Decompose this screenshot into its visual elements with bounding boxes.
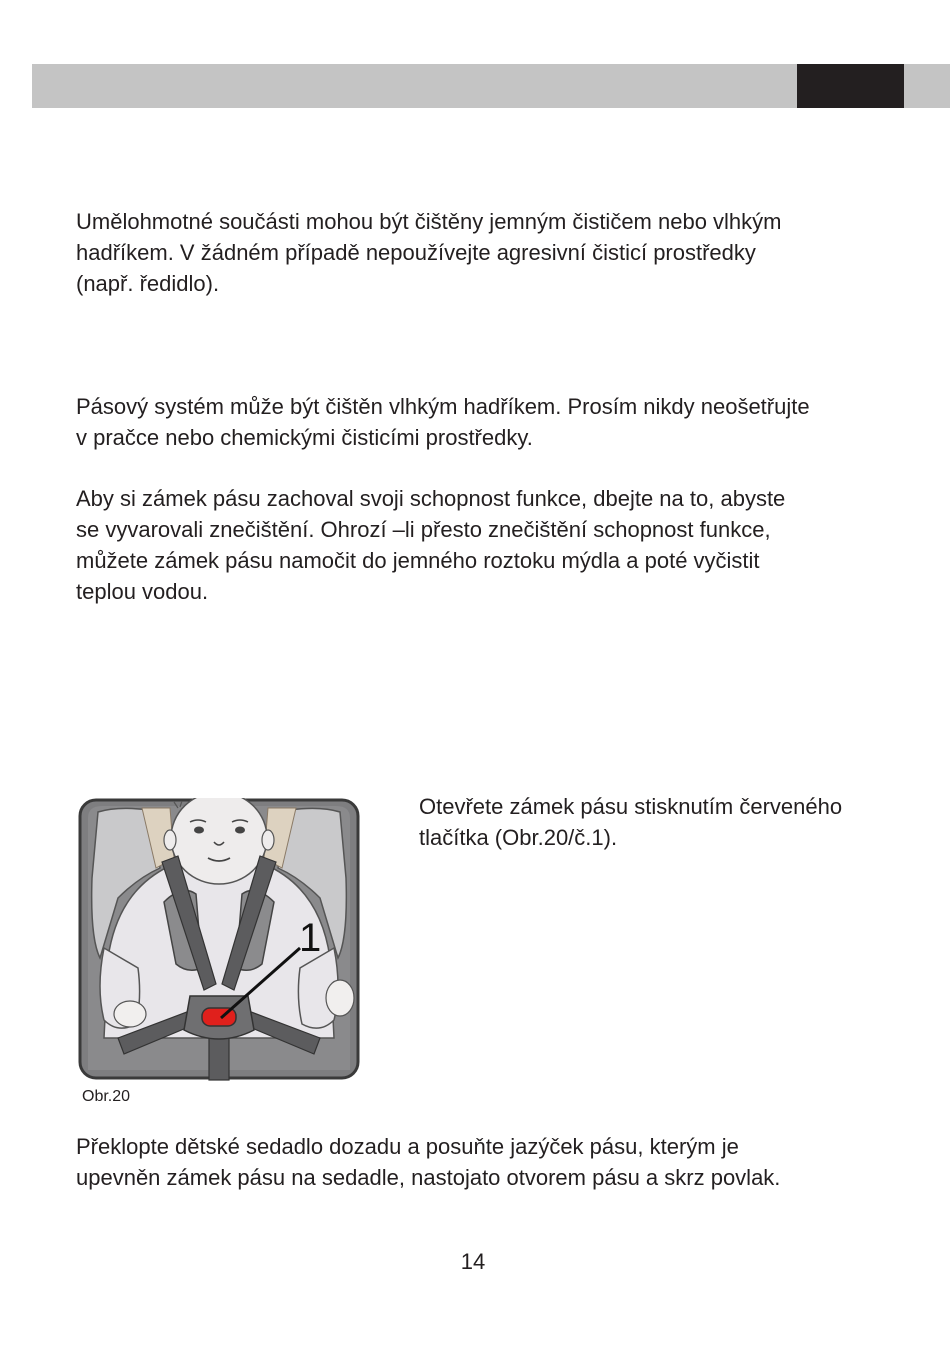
header-tab (797, 64, 904, 108)
paragraph-buckle-cleaning: Aby si zámek pásu zachoval svoji schopnost funkce, dbejte na to, abyste se vyvarovali znečištění. Ohrozí –li přesto znečištění schopnost funkce, můžete zámek pásu namočit do jemného roztoku mýdla a poté vyčistit teplou vodou. (76, 486, 786, 604)
paragraph-plastic-cleaning: Umělohmotné součásti mohou být čištěny jemným čističem nebo vlhkým hadříkem. V žádném případě nepoužívejte agresivní čisticí prostředky (např. ředidlo). (76, 209, 782, 296)
page-number: 14 (460, 1249, 486, 1274)
figure-callout-number: 1 (299, 916, 322, 960)
figure-caption: Obr.20 (82, 1088, 131, 1105)
paragraph-belt-cleaning: Pásový systém může být čištěn vlhkým hadříkem. Prosím nikdy neošetřujte v pračce nebo chemickými čisticími prostředky. (76, 394, 810, 450)
paragraph-fold-seat: Překlopte dětské sedadlo dozadu a posuňte jazýček pásu, kterým je upevněn zámek pásu na sedadle, nastojato otvorem pásu a skrz povlak. (76, 1134, 781, 1190)
paragraph-open-buckle: Otevřete zámek pásu stisknutím červeného tlačítka (Obr.20/č.1). (419, 794, 843, 850)
figure-child-seat-buckle (78, 798, 360, 1082)
